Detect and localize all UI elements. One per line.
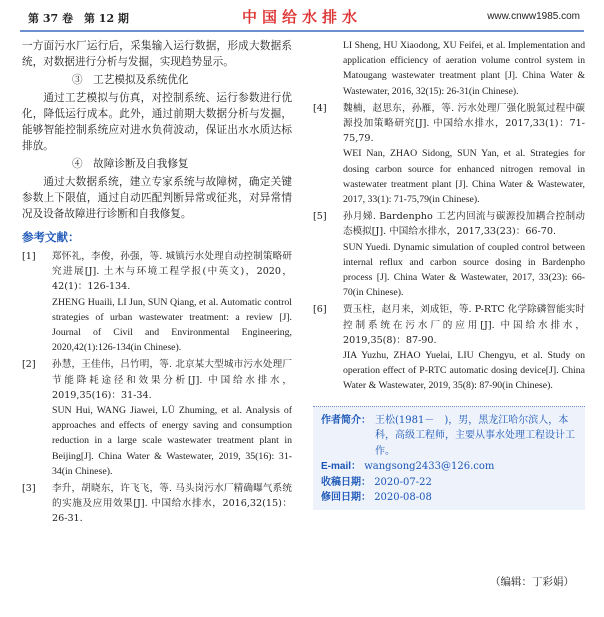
subheading-4: ④ 故障诊断及自我修复	[72, 158, 189, 170]
reference-zh: 孙月娣. Bardenpho 工艺内回流与碳源投加耦合控制动态模拟[J]. 中国给水排水，2017,33(23)：66-70.	[343, 211, 585, 238]
left-column	[22, 38, 292, 529]
reference-item	[22, 481, 292, 527]
paragraph-4: 通过大数据系统，建立专家系统与故障树，确定关键参数上下限值，通过自动匹配判断异常或征兆，对异常情况及设备故障进行诊断和自我修复。	[22, 176, 292, 220]
author-info-box	[313, 406, 585, 510]
reference-en: JIA Yuzhu, ZHAO Yuelai, LIU Chengyu, et al. Study on operation effect of P-RTC automatic dosing device[J]. China Water & Wastewater, 2019, 35(8): 87-90(in Chinese).	[343, 350, 585, 392]
revised-date: 2020-08-08	[374, 492, 432, 504]
header-divider	[20, 30, 584, 32]
reference-en: ZHENG Huaili, LI Jun, SUN Qiang, et al. Automatic control strategies of urban wastewater treatment: a review [J]. Journal of Civil and Environmental Engineering, 2020,42(1):126-134(in Chinese).	[52, 296, 292, 354]
reference-number: [1]	[22, 251, 36, 262]
reference-number: [6]	[313, 304, 327, 316]
editor-note: （编辑：丁彩娟）	[490, 576, 574, 588]
reference-number: [4]	[313, 102, 327, 114]
reference-item	[22, 357, 292, 479]
author-bio-label: 作者简介：	[321, 414, 371, 426]
author-email[interactable]: wangsong2433@126.com	[364, 461, 495, 473]
intro-paragraph: 一方面污水厂运行后，采集输入运行数据，形成大数据系统，对数据进行分析与发掘，实现趋势显示。	[22, 40, 292, 68]
reference-number: [3]	[22, 483, 36, 495]
reference-item	[313, 209, 585, 300]
reference-zh: 魏楠，赵思东，孙雁，等. 污水处理厂强化脱氮过程中碳源投加策略研究[J]. 中国给水排水，2017,33(1)：71-75,79.	[343, 102, 585, 145]
reference-item	[22, 249, 292, 355]
reference-item	[313, 302, 585, 393]
page-header	[0, 0, 604, 36]
right-column	[313, 38, 585, 510]
received-date: 2020-07-22	[374, 476, 432, 488]
reference-en: SUN Hui, WANG Jiawei, LÜ Zhuming, et al. Analysis of approaches and effects of energy saving and consumption reduction in a large scale wastewater treatment plant in Beijing[J]. China Water & Wastewater, 2019, 35(16): 31-34(in Chinese).	[52, 405, 292, 477]
received-date-label: 收稿日期：	[321, 476, 371, 488]
author-bio: 王松(1981－ )，男，黑龙江哈尔滨人，本科，高级工程师，主要从事水处理工程设计工作。	[375, 414, 575, 457]
paragraph-3: 通过工艺模拟与仿真，对控制系统、运行参数进行优化，降低运行成本。此外，通过前期大数据分析与发掘，能够智能控制系统应对进水负荷波动，保证出水水质达标排放。	[22, 92, 292, 152]
email-label: E-mail：	[321, 461, 362, 473]
reference-en-continued: LI Sheng, HU Xiaodong, XU Feifei, et al. Implementation and application efficiency of aeration volume control system in Matougang wastewater treatment plant [J]. China Water & Wastewater, 2016, 32(15): 26-31(in Chinese).	[343, 40, 585, 97]
reference-en: SUN Yuedi. Dynamic simulation of coupled control between internal reflux and carbon source dosing in Bardenpho process [J]. China Water & Wastewater, 2017, 33(23): 66-70(in Chinese).	[343, 241, 585, 299]
reference-item	[313, 101, 585, 207]
reference-zh: 贾玉柱，赵月来，刘成钜，等. P-RTC 化学除磷智能实时控制系统在污水厂的应用[J]. 中国给水排水，2019,35(8)：87-90.	[343, 304, 585, 346]
reference-zh: 郑怀礼，李俊，孙强，等. 城镇污水处理自动控制策略研究进展[J]. 土木与环境工程学报(中英文)，2020，42(1)：126-134.	[52, 251, 292, 293]
subheading-3: ③ 工艺模拟及系统优化	[72, 74, 189, 86]
reference-number: [2]	[22, 359, 36, 371]
reference-zh: 李升，胡晓东，许飞飞，等. 马头岗污水厂精确曝气系统的实施及应用效果[J]. 中国给水排水，2016,32(15)：26-31.	[52, 483, 292, 525]
reference-en: WEI Nan, ZHAO Sidong, SUN Yan, et al. Strategies for dosing carbon source for enhanced nitrogen removal in wastewater treatment plant [J]. China Water & Wastewater, 2017, 33(1): 71-75,79(in Chinese).	[343, 148, 585, 206]
references-heading: 参考文献：	[22, 232, 80, 244]
journal-title: 中国给水排水	[241, 8, 362, 26]
journal-url: www.cnww1985.com	[487, 11, 580, 22]
reference-zh: 孙慧，王佳伟，吕竹明，等. 北京某大型城市污水处理厂节能降耗途径和效果分析[J]. 中国给水排水，2019,35(16)：31-34.	[52, 359, 292, 401]
revised-date-label: 修回日期：	[321, 492, 371, 504]
issue-label: 第 37 卷 第 12 期	[28, 12, 129, 25]
reference-number: [5]	[313, 211, 327, 223]
